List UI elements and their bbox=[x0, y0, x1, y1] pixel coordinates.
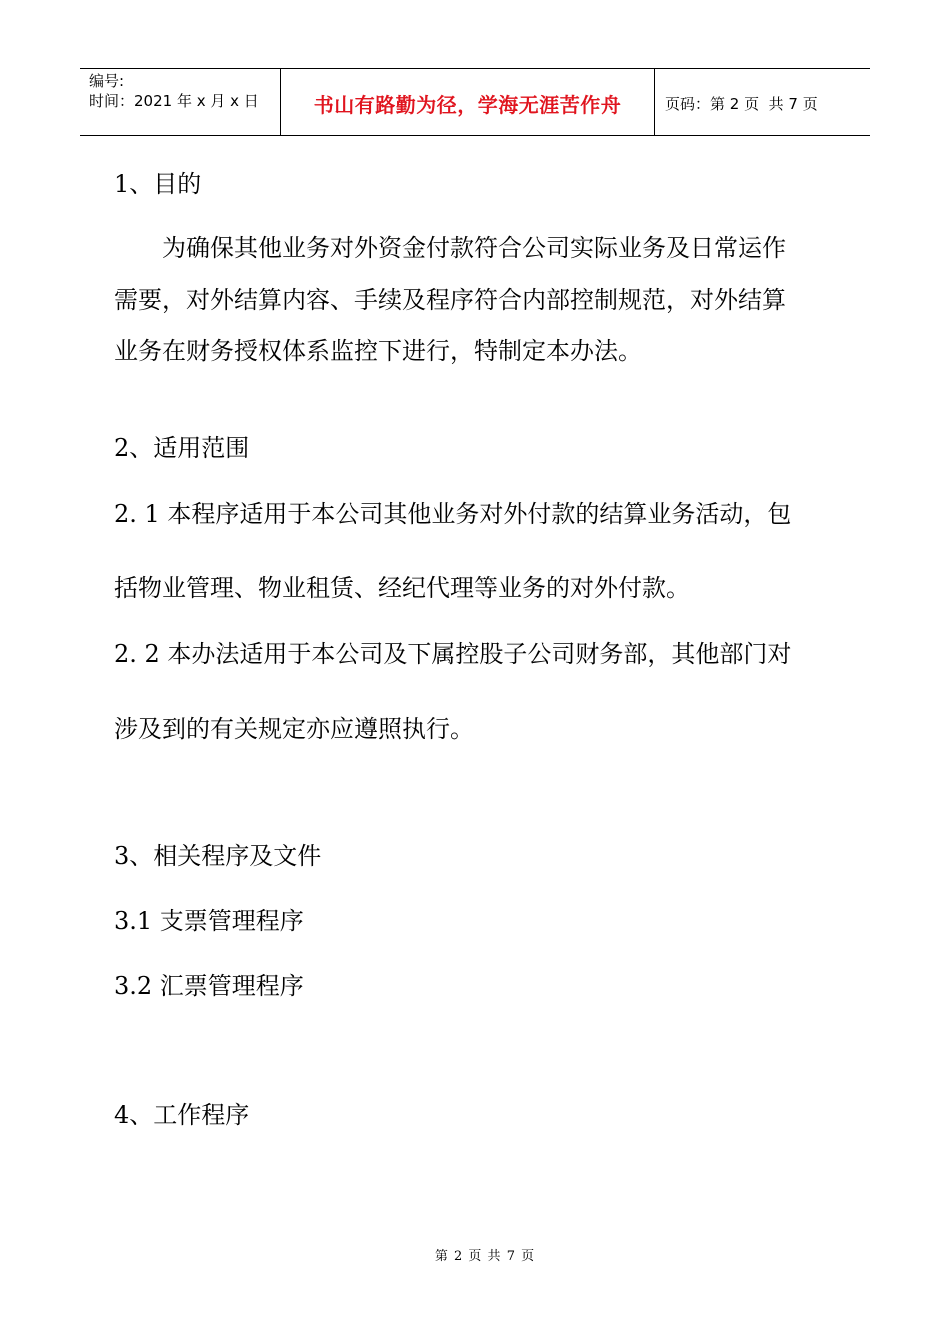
section-1-heading: 1、目的 bbox=[114, 170, 202, 198]
section-3-1-item: 3.1 支票管理程序 bbox=[114, 907, 304, 935]
document-date: 时间：2021 年 x 月 x 日 bbox=[89, 92, 259, 110]
section-2-2-line-1: 2. 2 本办法适用于本公司及下属控股子公司财务部，其他部门对 bbox=[114, 640, 792, 668]
header-page-info: 页码：第 2 页 共 7 页 bbox=[665, 94, 818, 113]
section-3-heading: 3、相关程序及文件 bbox=[114, 842, 322, 870]
section-2-1-line-1: 2. 1 本程序适用于本公司其他业务对外付款的结算业务活动，包 bbox=[114, 500, 792, 528]
section-1-paragraph-line-2: 需要，对外结算内容、手续及程序符合内部控制规范，对外结算 bbox=[114, 286, 786, 314]
section-4-heading: 4、工作程序 bbox=[114, 1101, 250, 1129]
section-2-heading: 2、适用范围 bbox=[114, 434, 250, 462]
section-1-paragraph-line-3: 业务在财务授权体系监控下进行，特制定本办法。 bbox=[114, 337, 642, 365]
section-2-2-line-2: 涉及到的有关规定亦应遵照执行。 bbox=[114, 715, 474, 743]
section-2-1-line-2: 括物业管理、物业租赁、经纪代理等业务的对外付款。 bbox=[114, 574, 690, 602]
header-meta-cell bbox=[80, 69, 281, 135]
document-number-label: 编号: bbox=[89, 72, 125, 90]
section-1-paragraph-line-1: 为确保其他业务对外资金付款符合公司实际业务及日常运作 bbox=[162, 234, 786, 262]
page-footer: 第 2 页 共 7 页 bbox=[434, 1249, 536, 1264]
header-motto-cell bbox=[281, 69, 655, 135]
section-3-2-item: 3.2 汇票管理程序 bbox=[114, 972, 304, 1000]
header-motto: 书山有路勤为径，学海无涯苦作舟 bbox=[313, 92, 622, 117]
header-page-info-cell bbox=[655, 69, 870, 135]
document-header bbox=[80, 68, 870, 136]
